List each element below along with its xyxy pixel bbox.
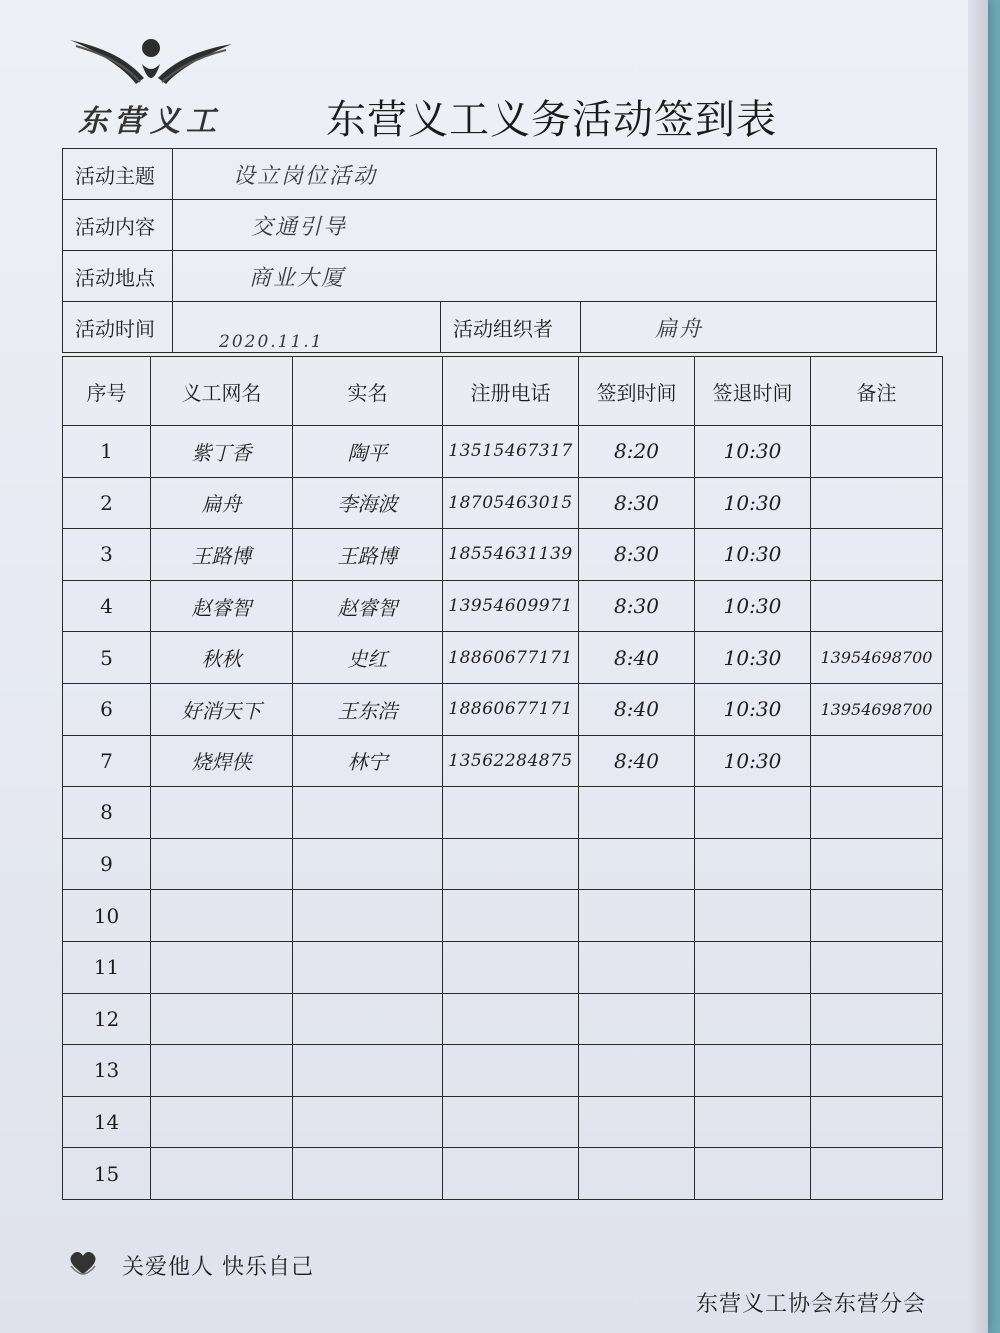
phone-cell: 18554631139	[443, 529, 579, 581]
nickname-cell: 紫丁香	[151, 426, 293, 478]
checkin-cell	[579, 993, 695, 1045]
table-row	[63, 735, 943, 787]
note-cell	[811, 890, 943, 942]
footer-slogan: 关爱他人 快乐自己	[122, 1255, 314, 1280]
nickname-cell	[151, 1096, 293, 1148]
row-number: 8	[63, 787, 151, 839]
checkin-cell: 8:30	[579, 580, 695, 632]
phone-cell	[443, 1045, 579, 1097]
row-number: 10	[63, 890, 151, 942]
heart-hands-icon	[68, 1250, 98, 1276]
row-number: 15	[63, 1148, 151, 1200]
realname-cell: 史红	[293, 632, 443, 684]
table-body	[63, 426, 943, 1200]
activity-info-table	[62, 148, 937, 353]
checkout-cell	[695, 890, 811, 942]
table-row	[63, 1096, 943, 1148]
nickname-cell: 秋秋	[151, 632, 293, 684]
realname-cell: 赵睿智	[293, 580, 443, 632]
nickname-cell: 赵睿智	[151, 580, 293, 632]
checkout-cell	[695, 993, 811, 1045]
note-cell	[811, 787, 943, 839]
table-row	[63, 426, 943, 478]
nickname-cell: 王路博	[151, 529, 293, 581]
time-value-cell	[173, 302, 441, 353]
realname-cell: 王东浩	[293, 683, 443, 735]
row-number: 3	[63, 529, 151, 581]
checkout-cell: 10:30	[695, 632, 811, 684]
row-number: 4	[63, 580, 151, 632]
nickname-cell	[151, 787, 293, 839]
phone-cell	[443, 890, 579, 942]
checkin-cell	[579, 838, 695, 890]
phone-cell	[443, 993, 579, 1045]
footer-organization: 东营义工协会东营分会	[696, 1292, 927, 1317]
checkin-cell	[579, 1096, 695, 1148]
checkin-cell: 8:40	[579, 735, 695, 787]
row-number: 11	[63, 941, 151, 993]
note-cell: 13954698700	[811, 683, 943, 735]
row-number: 7	[63, 735, 151, 787]
table-header-row	[63, 357, 943, 426]
location-label: 活动地点	[63, 251, 173, 302]
nickname-cell	[151, 941, 293, 993]
note-cell	[811, 1045, 943, 1097]
checkin-cell	[579, 787, 695, 839]
note-cell	[811, 1148, 943, 1200]
info-row-location	[63, 251, 937, 302]
note-cell	[811, 1096, 943, 1148]
attendance-table	[62, 356, 943, 1200]
organizer-value-cell	[581, 302, 937, 353]
table-row	[63, 838, 943, 890]
checkin-cell	[579, 890, 695, 942]
phone-cell: 18860677171	[443, 632, 579, 684]
logo-wordmark: 东营义工	[78, 104, 222, 139]
checkout-cell	[695, 787, 811, 839]
row-number: 9	[63, 838, 151, 890]
col-header-checkout: 签退时间	[695, 357, 811, 426]
table-row	[63, 941, 943, 993]
checkout-cell: 10:30	[695, 580, 811, 632]
realname-cell	[293, 838, 443, 890]
phone-cell: 13954609971	[443, 580, 579, 632]
nickname-cell: 烧焊侠	[151, 735, 293, 787]
checkout-cell	[695, 941, 811, 993]
col-header-phone: 注册电话	[443, 357, 579, 426]
table-row	[63, 477, 943, 529]
note-cell	[811, 529, 943, 581]
nickname-cell: 好消天下	[151, 683, 293, 735]
row-number: 12	[63, 993, 151, 1045]
paper-edge	[968, 0, 988, 1333]
checkin-cell	[579, 1045, 695, 1097]
table-row	[63, 890, 943, 942]
table-row	[63, 1148, 943, 1200]
nickname-cell	[151, 890, 293, 942]
content-value: 交通引导	[251, 214, 348, 240]
checkin-cell: 8:40	[579, 632, 695, 684]
organizer-label: 活动组织者	[441, 302, 581, 353]
checkin-cell: 8:40	[579, 683, 695, 735]
realname-cell	[293, 941, 443, 993]
realname-cell	[293, 787, 443, 839]
theme-value-cell	[173, 149, 937, 200]
note-cell	[811, 735, 943, 787]
table-row	[63, 580, 943, 632]
table-row	[63, 529, 943, 581]
theme-value: 设立岗位活动	[233, 163, 378, 189]
nickname-cell	[151, 993, 293, 1045]
checkout-cell	[695, 1148, 811, 1200]
location-value-cell	[173, 251, 937, 302]
checkout-cell: 10:30	[695, 529, 811, 581]
col-header-note: 备注	[811, 357, 943, 426]
nickname-cell	[151, 838, 293, 890]
note-cell	[811, 477, 943, 529]
table-row	[63, 993, 943, 1045]
organizer-value: 扁舟	[655, 316, 704, 342]
checkout-cell: 10:30	[695, 735, 811, 787]
nickname-cell: 扁舟	[151, 477, 293, 529]
col-header-nickname: 义工网名	[151, 357, 293, 426]
note-cell	[811, 838, 943, 890]
location-value: 商业大厦	[249, 265, 346, 291]
phone-cell: 18705463015	[443, 477, 579, 529]
row-number: 1	[63, 426, 151, 478]
row-number: 6	[63, 683, 151, 735]
realname-cell	[293, 890, 443, 942]
col-header-no: 序号	[63, 357, 151, 426]
realname-cell: 林宁	[293, 735, 443, 787]
table-row	[63, 632, 943, 684]
phone-cell	[443, 1096, 579, 1148]
row-number: 5	[63, 632, 151, 684]
phone-cell: 18860677171	[443, 683, 579, 735]
realname-cell: 王路博	[293, 529, 443, 581]
table-row	[63, 1045, 943, 1097]
checkout-cell: 10:30	[695, 426, 811, 478]
note-cell	[811, 426, 943, 478]
eagle-logo-icon	[66, 34, 236, 94]
table-row	[63, 683, 943, 735]
checkout-cell: 10:30	[695, 683, 811, 735]
realname-cell	[293, 1045, 443, 1097]
realname-cell: 李海波	[293, 477, 443, 529]
nickname-cell	[151, 1045, 293, 1097]
info-row-theme	[63, 149, 937, 200]
note-cell: 13954698700	[811, 632, 943, 684]
phone-cell	[443, 941, 579, 993]
realname-cell: 陶平	[293, 426, 443, 478]
note-cell	[811, 580, 943, 632]
realname-cell	[293, 1148, 443, 1200]
checkout-cell: 10:30	[695, 477, 811, 529]
checkin-cell	[579, 941, 695, 993]
page-title: 东营义工义务活动签到表	[326, 97, 777, 143]
info-row-content	[63, 200, 937, 251]
content-label: 活动内容	[63, 200, 173, 251]
row-number: 13	[63, 1045, 151, 1097]
col-header-realname: 实名	[293, 357, 443, 426]
row-number: 2	[63, 477, 151, 529]
checkout-cell	[695, 838, 811, 890]
checkout-cell	[695, 1096, 811, 1148]
info-row-time	[63, 302, 937, 353]
note-cell	[811, 941, 943, 993]
col-header-checkin: 签到时间	[579, 357, 695, 426]
theme-label: 活动主题	[63, 149, 173, 200]
phone-cell	[443, 838, 579, 890]
phone-cell: 13562284875	[443, 735, 579, 787]
nickname-cell	[151, 1148, 293, 1200]
phone-cell	[443, 787, 579, 839]
content-value-cell	[173, 200, 937, 251]
realname-cell	[293, 1096, 443, 1148]
checkout-cell	[695, 1045, 811, 1097]
time-label: 活动时间	[63, 302, 173, 353]
realname-cell	[293, 993, 443, 1045]
checkin-cell: 8:30	[579, 477, 695, 529]
phone-cell: 13515467317	[443, 426, 579, 478]
checkin-cell: 8:30	[579, 529, 695, 581]
row-number: 14	[63, 1096, 151, 1148]
phone-cell	[443, 1148, 579, 1200]
time-value: 2020.11.1	[219, 332, 324, 352]
note-cell	[811, 993, 943, 1045]
checkin-cell: 8:20	[579, 426, 695, 478]
table-row	[63, 787, 943, 839]
checkin-cell	[579, 1148, 695, 1200]
